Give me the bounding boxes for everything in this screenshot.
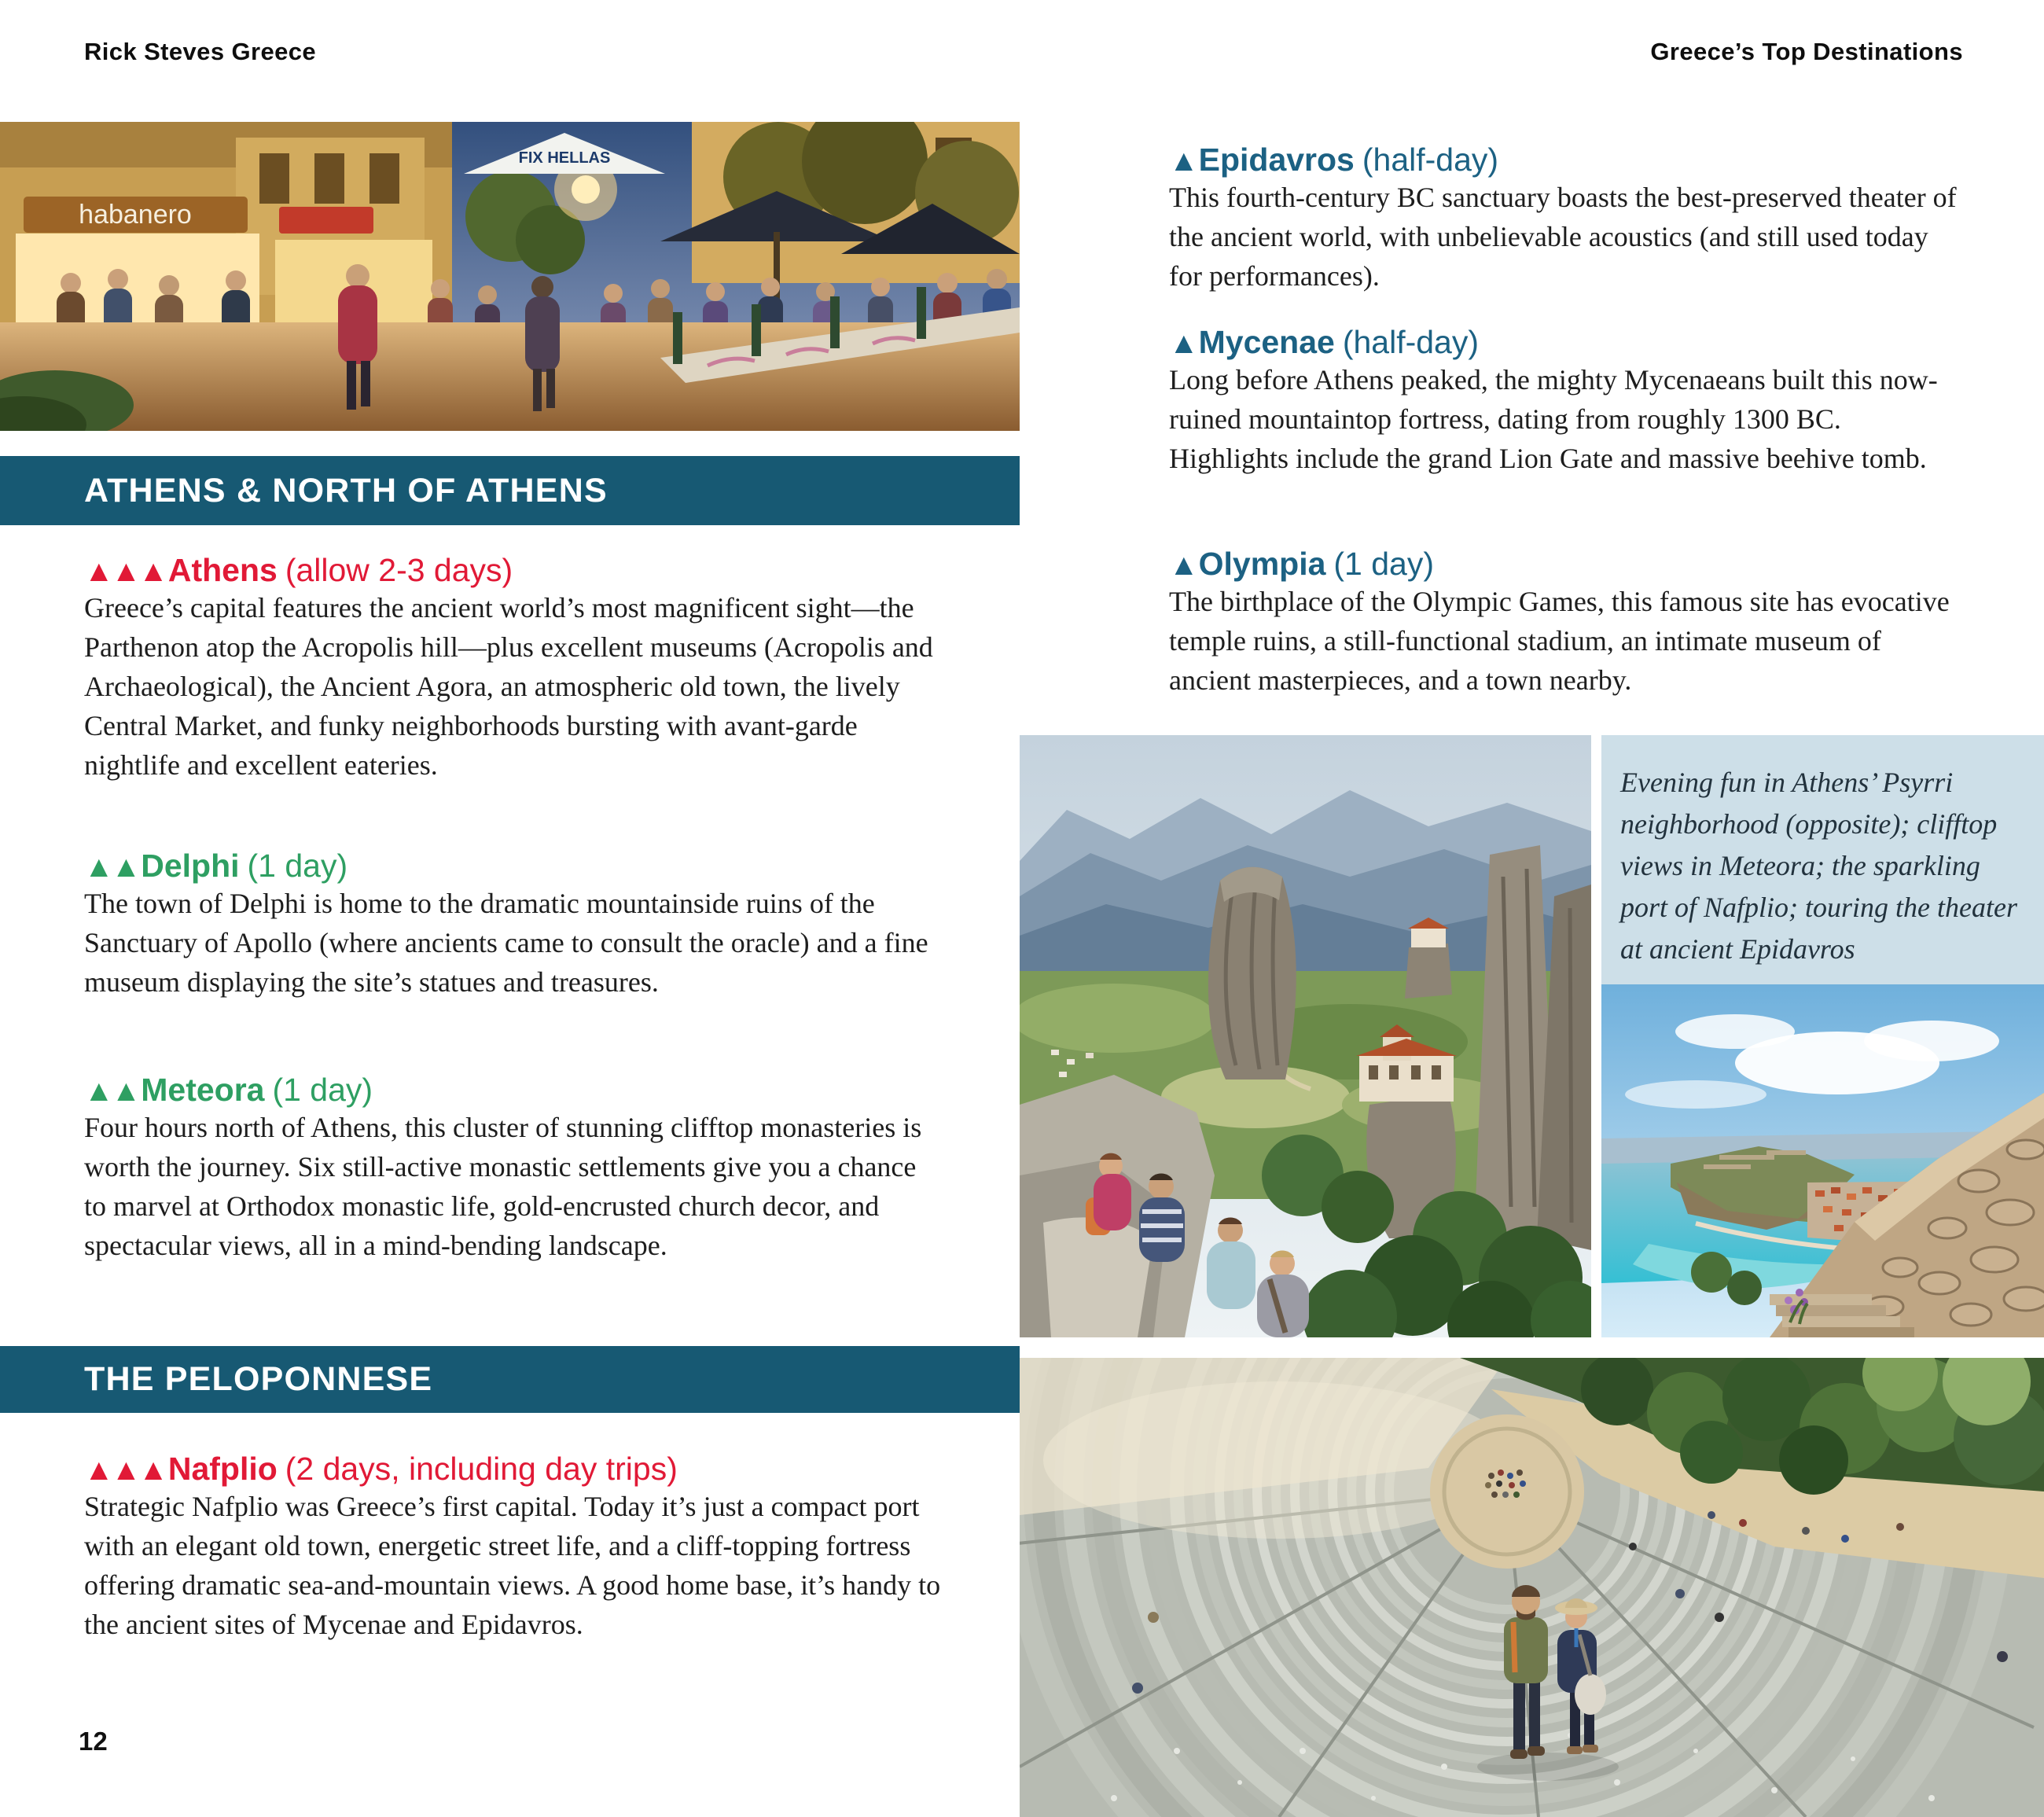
heading-delphi-name: Delphi [141,848,240,884]
rating-triangles-nafplio: ▲▲▲ [84,1454,166,1487]
heading-meteora [84,1072,373,1109]
rating-triangles-olympia: ▲ [1169,549,1197,582]
rating-triangles-delphi: ▲▲ [84,851,139,884]
habanero-sign-text: habanero [79,200,192,230]
heading-delphi-duration: (1 day) [247,848,348,884]
paragraph-delphi: The town of Delphi is home to the dramatic mountainside ruins of the Sanctuary of Apollo (where ancients came to consult the oracle) and a fine museum displaying the site’s statues and treasures. [84,888,928,998]
heading-epidavros-duration: (half-day) [1362,142,1499,178]
paragraph-meteora: Four hours north of Athens, this cluster of stunning clifftop monasteries is worth the journey. Six still-active monastic settlements give you a chance to marvel at Orthodox monastic life, gold-encrusted church decor, and spectacular views, all in a mind-bending landscape. [84,1112,922,1261]
psyrri-cafe-illustration [0,122,1020,431]
running-head-left: Rick Steves Greece [84,38,317,65]
photo-caption-text: Evening fun in Athens’ Psyrri neighborhood (opposite); clifftop views in Meteora; the sparkling port of Nafplio; touring the theater at ancient Epidavros [1620,767,2017,965]
nafplio-illustration [1601,984,2044,1337]
fix-umbrella-text: FIX HELLAS [518,149,611,167]
heading-athens-name: Athens [167,552,278,588]
heading-nafplio [84,1451,678,1488]
section-bar-peloponnese [0,1346,1020,1413]
section-bar-athens-north-title: ATHENS & NORTH OF ATHENS [84,471,608,509]
meteora-illustration [1020,735,1591,1337]
rating-triangles-epidavros: ▲ [1169,145,1197,178]
heading-olympia-duration: (1 day) [1333,546,1435,582]
meteora-photo [1020,735,1591,1337]
heading-olympia [1169,546,1434,583]
psyrri-cafe-photo [0,122,1020,431]
nafplio-photo [1601,984,2044,1337]
running-head-right: Greece’s Top Destinations [1650,38,1963,65]
epidavros-illustration [1020,1358,2044,1817]
rating-triangles-athens: ▲▲▲ [84,555,166,588]
paragraph-athens: Greece’s capital features the ancient world’s most magnificent sight—the Parthenon atop the Acropolis hill—plus excellent museums (Acropolis and Archaeological), the Ancient Agora, an atmospheric old town, the lively Central Market, and funky neighborhoods bursting with avant-garde nightlife and excellent eateries. [84,592,933,781]
paragraph-mycenae: Long before Athens peaked, the mighty Mycenaeans built this now-ruined mountaintop fortress, dating from roughly 1300 BC. Highlights include the grand Lion Gate and massive beehive tomb. [1169,364,1938,474]
heading-nafplio-name: Nafplio [167,1451,278,1487]
paragraph-nafplio: Strategic Nafplio was Greece’s first capital. Today it’s just a compact port with an elegant old town, energetic street life, and a cliff-topping fortress offering dramatic sea-and-mountain views. A good home base, it’s handy to the ancient sites of Mycenae and Epidavros. [84,1491,941,1640]
heading-athens [84,552,513,589]
epidavros-theater-photo [1020,1358,2044,1817]
heading-mycenae-duration: (half-day) [1342,324,1480,360]
heading-delphi [84,848,347,885]
orchestra-circle [1430,1414,1584,1569]
distant-monastery [1405,918,1452,999]
heading-olympia-name: Olympia [1198,546,1326,582]
heading-epidavros [1169,142,1498,178]
section-bar-athens-north [0,456,1020,525]
heading-meteora-duration: (1 day) [272,1072,373,1108]
heading-meteora-name: Meteora [141,1072,265,1108]
heading-nafplio-duration: (2 days, including day trips) [285,1451,678,1487]
photo-caption-box [1601,735,2044,984]
rating-triangles-mycenae: ▲ [1169,327,1197,360]
heading-mycenae-name: Mycenae [1198,324,1335,360]
paragraph-olympia: The birthplace of the Olympic Games, this famous site has evocative temple ruins, a still-functional stadium, an intimate museum of ancient masterpieces, and a town nearby. [1169,586,1950,696]
heading-epidavros-name: Epidavros [1198,142,1355,178]
rating-triangles-meteora: ▲▲ [84,1075,139,1108]
page-number: 12 [79,1727,108,1756]
heading-athens-duration: (allow 2-3 days) [285,552,513,588]
heading-mycenae [1169,324,1479,361]
section-bar-peloponnese-title: THE PELOPONNESE [84,1360,433,1398]
paragraph-epidavros: This fourth-century BC sanctuary boasts the best-preserved theater of the ancient world, with unbelievable acoustics (and still used today for performances). [1169,182,1957,292]
